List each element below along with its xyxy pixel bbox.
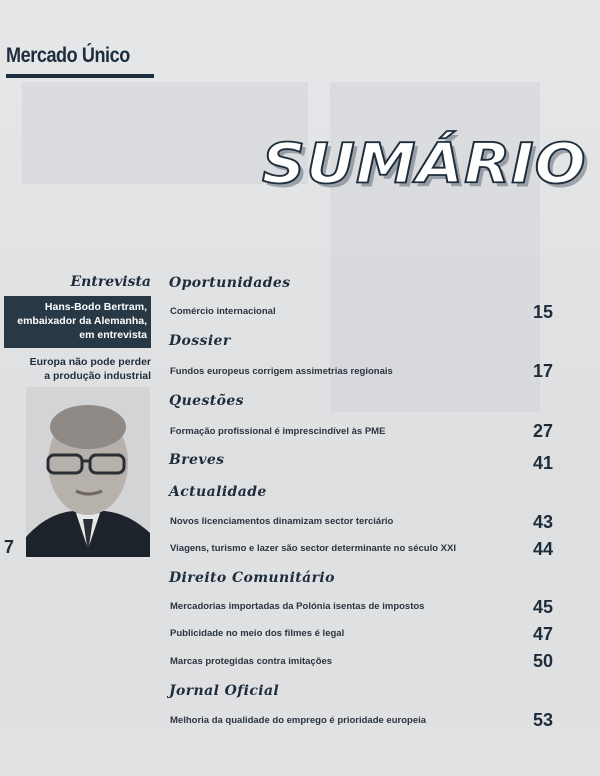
brand-name: Mercado Único (6, 44, 130, 67)
toc-item[interactable]: Marcas protegidas contra imitações (170, 656, 333, 667)
toc-item[interactable]: Melhoria da qualidade do emprego é prioridade europeia (170, 715, 427, 726)
section-title[interactable]: Breves (169, 452, 225, 468)
section-title: Jornal Oficial (169, 683, 280, 699)
toc-item[interactable]: Publicidade no meio dos filmes é legal (170, 628, 345, 639)
section-title: Dossier (169, 333, 231, 349)
toc-page-number: 44 (532, 539, 553, 559)
toc-page-number: 43 (532, 512, 553, 532)
page-title: SUMÁRIO (262, 132, 587, 197)
toc-page-number: 15 (532, 302, 553, 322)
toc-page-number: 41 (532, 453, 553, 473)
toc-item[interactable]: Fundos europeus corrigem assimetrias regionais (170, 366, 393, 377)
toc-item[interactable]: Formação profissional é imprescindível às PME (170, 426, 386, 437)
section-title: Oportunidades (169, 275, 291, 291)
interview-teaser-line: Europa não pode perder (29, 356, 151, 368)
toc-page-number: 53 (532, 710, 553, 730)
toc-page-number: 27 (532, 421, 553, 441)
interview-teaser[interactable] (4, 355, 151, 383)
toc-page-number: 45 (532, 597, 553, 617)
interview-box-line: em entrevista (79, 329, 147, 341)
interview-teaser-line: a produção industrial (44, 370, 151, 382)
section-title: Actualidade (169, 484, 267, 500)
toc-item[interactable]: Viagens, turismo e lazer são sector determinante no século XXI (170, 543, 456, 554)
section-title: Questões (169, 393, 244, 409)
section-title: Direito Comunitário (169, 570, 335, 586)
toc-page-number: 50 (532, 651, 553, 671)
toc-item[interactable]: Novos licenciamentos dinamizam sector terciário (170, 516, 394, 527)
interview-label: Entrevista (70, 274, 151, 290)
brand-underline (6, 74, 154, 78)
interview-portrait-photo (26, 387, 150, 557)
interview-box-line: Hans-Bodo Bertram, (44, 301, 147, 313)
toc-page-number: 47 (532, 624, 553, 644)
toc-item[interactable]: Comércio internacional (170, 306, 276, 317)
interview-box[interactable] (4, 296, 151, 348)
toc-page-number: 17 (532, 361, 553, 381)
portrait-illustration (26, 387, 150, 557)
interview-page-number: 7 (4, 537, 15, 557)
interview-box-line: embaixador da Alemanha, (17, 315, 147, 327)
toc-item[interactable]: Mercadorias importadas da Polónia isentas de impostos (170, 601, 425, 612)
